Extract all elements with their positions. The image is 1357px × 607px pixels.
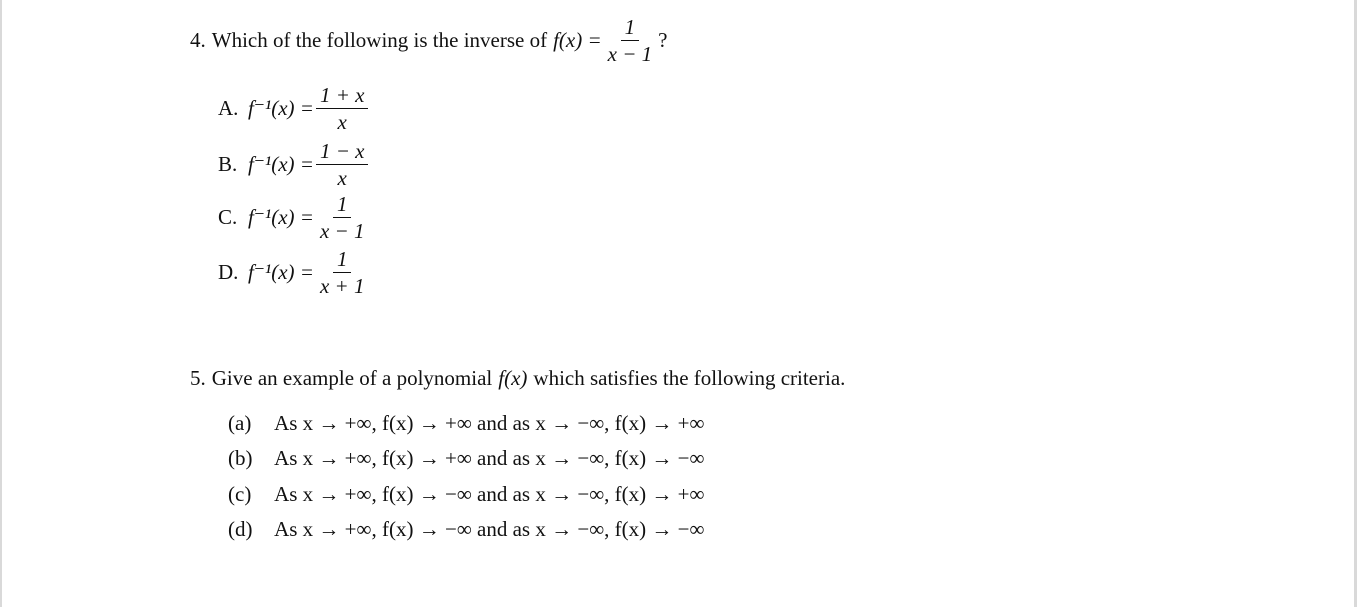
option-c-label: C. <box>218 205 238 229</box>
part-a <box>228 411 704 436</box>
question-5-number: 5. <box>190 366 206 390</box>
option-d-lhs: f⁻¹(x) = <box>248 260 314 284</box>
question-4-frac-num: 1 <box>621 14 640 41</box>
question-5-text-before: Give an example of a polynomial <box>211 366 493 390</box>
part-c-label: (c) <box>228 482 252 506</box>
option-c-lhs: f⁻¹(x) = <box>248 205 314 229</box>
part-b-text: As x → +∞, f(x) → +∞ and as x → −∞, f(x) → −∞ <box>274 446 705 470</box>
option-d-fraction <box>316 246 369 299</box>
part-d-text: As x → +∞, f(x) → −∞ and as x → −∞, f(x) → −∞ <box>274 517 705 541</box>
question-4-end: ? <box>658 28 668 52</box>
option-d-label: D. <box>218 260 239 284</box>
option-c-num: 1 <box>333 191 352 218</box>
question-4-number: 4. <box>190 28 206 52</box>
option-c-fraction <box>316 191 369 244</box>
part-d <box>228 517 704 542</box>
option-a-num: 1 + x <box>316 82 369 109</box>
option-c <box>218 191 370 244</box>
option-c-den: x − 1 <box>319 219 365 243</box>
part-b <box>228 446 704 471</box>
option-a-den: x <box>337 110 347 134</box>
option-a-lhs: f⁻¹(x) = <box>248 96 314 120</box>
question-4 <box>190 14 667 67</box>
part-c-text: As x → +∞, f(x) → −∞ and as x → −∞, f(x) → +∞ <box>274 482 705 506</box>
option-b-num: 1 − x <box>316 138 369 165</box>
question-4-frac-den: x − 1 <box>607 42 653 66</box>
question-4-function: f(x) = <box>553 28 602 52</box>
question-4-fraction <box>604 14 657 67</box>
question-5-text-after: which satisfies the following criteria. <box>533 366 846 390</box>
option-a-label: A. <box>218 96 239 120</box>
option-b <box>218 138 370 191</box>
option-a-fraction <box>316 82 369 135</box>
part-a-label: (a) <box>228 411 252 435</box>
option-b-lhs: f⁻¹(x) = <box>248 152 314 176</box>
option-a <box>218 82 370 135</box>
option-b-fraction <box>316 138 369 191</box>
part-d-label: (d) <box>228 517 253 541</box>
option-d <box>218 246 370 299</box>
part-b-label: (b) <box>228 446 253 470</box>
part-c <box>228 482 704 507</box>
part-a-text: As x → +∞, f(x) → +∞ and as x → −∞, f(x) → +∞ <box>274 411 705 435</box>
question-5-func: f(x) <box>498 366 528 390</box>
option-d-num: 1 <box>333 246 352 273</box>
page-edge-left <box>0 0 2 607</box>
option-d-den: x + 1 <box>319 274 365 298</box>
question-4-text: Which of the following is the inverse of <box>211 28 548 52</box>
question-5 <box>190 366 845 391</box>
option-b-den: x <box>337 166 347 190</box>
option-b-label: B. <box>218 152 238 176</box>
